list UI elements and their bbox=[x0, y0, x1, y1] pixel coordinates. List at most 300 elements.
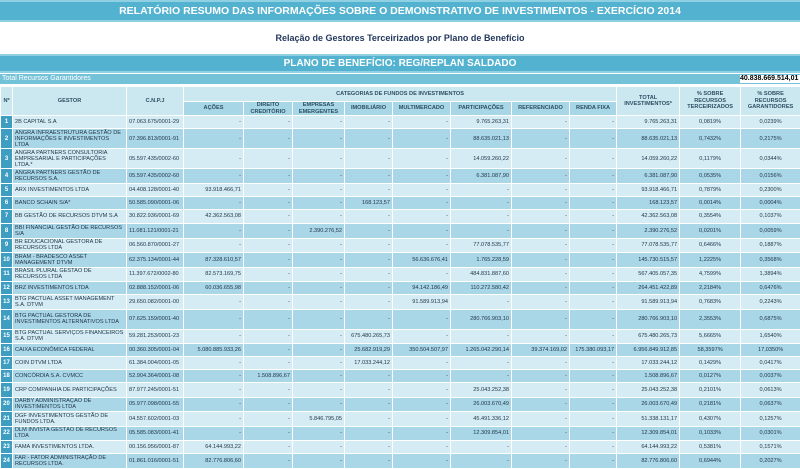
category-value: - bbox=[244, 357, 293, 370]
category-value: - bbox=[512, 116, 570, 129]
table-row bbox=[1, 116, 800, 129]
category-value: 42.362.563,08 bbox=[184, 209, 244, 224]
category-value: - bbox=[293, 209, 345, 224]
category-value: - bbox=[184, 397, 244, 412]
category-value: - bbox=[393, 357, 451, 370]
row-number: 12 bbox=[1, 282, 13, 295]
category-value: - bbox=[244, 224, 293, 239]
category-value: - bbox=[244, 412, 293, 427]
category-value: - bbox=[345, 129, 393, 149]
row-number: 7 bbox=[1, 209, 13, 224]
pct-terceirizados: 0,7683% bbox=[680, 295, 741, 310]
pct-garantidores: 0,1887% bbox=[741, 238, 800, 253]
total-investments: 25.043.252,38 bbox=[617, 383, 680, 398]
category-value: - bbox=[293, 149, 345, 169]
category-value: 1.265.042.290,14 bbox=[451, 344, 512, 357]
pct-garantidores: 0,0637% bbox=[741, 397, 800, 412]
pct-garantidores: 0,0059% bbox=[741, 224, 800, 239]
category-value: - bbox=[244, 397, 293, 412]
category-value: - bbox=[345, 454, 393, 469]
category-value: 5.846.795,05 bbox=[293, 412, 345, 427]
cnpj: 59.281.253/0001-23 bbox=[127, 329, 184, 344]
category-value: - bbox=[184, 224, 244, 239]
category-value: 39.374.169,02 bbox=[512, 344, 570, 357]
category-value: - bbox=[345, 267, 393, 282]
cnpj: 11.397.672/0002-80 bbox=[127, 267, 184, 282]
gestor-name: CAIXA ECONÔMICA FEDERAL bbox=[13, 344, 127, 357]
category-value: - bbox=[244, 282, 293, 295]
gestor-name: DLM INVISTA GESTÃO DE RECURSOS LTDA bbox=[13, 426, 127, 441]
category-value: - bbox=[570, 209, 617, 224]
gestor-name: ANGRA INFRAESTRUTURA GESTÃO DE INFORMAÇÕES E INVESTIMENTOS LTDA bbox=[13, 129, 127, 149]
row-number: 16 bbox=[1, 344, 13, 357]
pct-terceirizados: 2,3553% bbox=[680, 309, 741, 329]
cnpj: 05.597.435/0002-60 bbox=[127, 149, 184, 169]
header-category: MULTIMERCADO bbox=[393, 102, 451, 116]
pct-garantidores: 0,1257% bbox=[741, 412, 800, 427]
category-value: - bbox=[393, 397, 451, 412]
category-value: 25.043.252,38 bbox=[451, 383, 512, 398]
table-row bbox=[1, 282, 800, 295]
category-value: - bbox=[570, 329, 617, 344]
pct-terceirizados: 0,6944% bbox=[680, 454, 741, 469]
pct-terceirizados: 0,2181% bbox=[680, 397, 741, 412]
row-number: 21 bbox=[1, 412, 13, 427]
category-value: - bbox=[244, 169, 293, 184]
pct-terceirizados: 58,3597% bbox=[680, 344, 741, 357]
header-category: RENDA FIXA bbox=[570, 102, 617, 116]
total-investments: 26.003.670,49 bbox=[617, 397, 680, 412]
cnpj: 05.977.098/0001-55 bbox=[127, 397, 184, 412]
total-investments: 2.390.276,52 bbox=[617, 224, 680, 239]
category-value: 675.480.265,73 bbox=[345, 329, 393, 344]
row-number: 10 bbox=[1, 253, 13, 268]
category-value: - bbox=[345, 282, 393, 295]
category-value: - bbox=[570, 412, 617, 427]
category-value: - bbox=[451, 224, 512, 239]
cnpj: 04.557.602/0001-03 bbox=[127, 412, 184, 427]
category-value: 110.272.580,42 bbox=[451, 282, 512, 295]
header-category: PARTICIPAÇÕES bbox=[451, 102, 512, 116]
category-value: - bbox=[184, 383, 244, 398]
gestor-name: 2B CAPITAL S.A bbox=[13, 116, 127, 129]
gestor-name: COIN DTVM LTDA bbox=[13, 357, 127, 370]
category-value: 93.918.466,71 bbox=[184, 183, 244, 196]
pct-garantidores: 0,1037% bbox=[741, 209, 800, 224]
table-row bbox=[1, 183, 800, 196]
row-number: 14 bbox=[1, 309, 13, 329]
table-row bbox=[1, 397, 800, 412]
cnpj: 05.585.083/0001-41 bbox=[127, 426, 184, 441]
pct-terceirizados: 0,0014% bbox=[680, 196, 741, 209]
category-value: 60.036.655,98 bbox=[184, 282, 244, 295]
header-category: DIREITO CREDITÓRIO bbox=[244, 102, 293, 116]
report-subtitle: Relação de Gestores Terceirizados por Plano de Benefício bbox=[0, 22, 800, 52]
category-value: - bbox=[293, 169, 345, 184]
cnpj: 00.156.956/0001-87 bbox=[127, 441, 184, 454]
category-value: - bbox=[393, 169, 451, 184]
category-value: - bbox=[184, 295, 244, 310]
category-value: - bbox=[293, 282, 345, 295]
category-value: - bbox=[184, 357, 244, 370]
category-value: - bbox=[451, 329, 512, 344]
total-investments: 9.765.263,31 bbox=[617, 116, 680, 129]
category-value: - bbox=[570, 282, 617, 295]
category-value: - bbox=[393, 441, 451, 454]
total-investments: 93.918.466,71 bbox=[617, 183, 680, 196]
row-number: 2 bbox=[1, 129, 13, 149]
pct-garantidores: 0,0004% bbox=[741, 196, 800, 209]
category-value: - bbox=[570, 238, 617, 253]
pct-terceirizados: 2,2184% bbox=[680, 282, 741, 295]
pct-garantidores: 0,6476% bbox=[741, 282, 800, 295]
gestor-name: BTG PACTUAL SERVIÇOS FINANCEIROS S.A. DTVM bbox=[13, 329, 127, 344]
cnpj: 50.585.090/0001-06 bbox=[127, 196, 184, 209]
category-value: - bbox=[570, 397, 617, 412]
category-value: - bbox=[293, 441, 345, 454]
category-value: - bbox=[293, 238, 345, 253]
cnpj: 61.384.004/0001-05 bbox=[127, 357, 184, 370]
pct-garantidores: 0,0417% bbox=[741, 357, 800, 370]
category-value: - bbox=[570, 129, 617, 149]
category-value: - bbox=[570, 224, 617, 239]
category-value: - bbox=[293, 196, 345, 209]
category-value: - bbox=[451, 209, 512, 224]
category-value: - bbox=[512, 183, 570, 196]
gestor-name: ANGRA PARTNERS CONSULTORIA EMPRESARIAL E PARTICIPAÇÕES LTDA.* bbox=[13, 149, 127, 169]
category-value: 94.142.186,49 bbox=[393, 282, 451, 295]
category-value: - bbox=[393, 209, 451, 224]
row-number: 3 bbox=[1, 149, 13, 169]
category-value: - bbox=[393, 196, 451, 209]
gestor-name: BRAM - BRADESCO ASSET MANAGEMENT DTVM bbox=[13, 253, 127, 268]
gestor-name: CONCÓRDIA S.A. CVMCC bbox=[13, 370, 127, 383]
category-value: - bbox=[451, 357, 512, 370]
pct-terceirizados: 0,6466% bbox=[680, 238, 741, 253]
category-value: - bbox=[512, 196, 570, 209]
category-value: - bbox=[184, 370, 244, 383]
category-value: - bbox=[184, 426, 244, 441]
category-value: - bbox=[244, 344, 293, 357]
total-investments: 82.776.806,60 bbox=[617, 454, 680, 469]
total-investments: 51.338.131,17 bbox=[617, 412, 680, 427]
category-value: - bbox=[293, 267, 345, 282]
table-row bbox=[1, 129, 800, 149]
category-value: 350.504.507,97 bbox=[393, 344, 451, 357]
gestor-name: DARBY ADMINISTRAÇÃO DE INVESTIMENTOS LTDA bbox=[13, 397, 127, 412]
row-number: 1 bbox=[1, 116, 13, 129]
category-value: - bbox=[345, 426, 393, 441]
category-value: - bbox=[393, 267, 451, 282]
header-category: REFERENCIADO bbox=[512, 102, 570, 116]
total-investments: 6.956.849.912,85 bbox=[617, 344, 680, 357]
gestor-name: BBI FINANCIAL GESTÃO DE RECURSOS S/A bbox=[13, 224, 127, 239]
cnpj: 01.861.016/0001-51 bbox=[127, 454, 184, 469]
pct-terceirizados: 0,0201% bbox=[680, 224, 741, 239]
pct-terceirizados: 0,1429% bbox=[680, 357, 741, 370]
category-value: - bbox=[512, 224, 570, 239]
cnpj: 05.597.435/0002-60 bbox=[127, 169, 184, 184]
category-value: - bbox=[570, 267, 617, 282]
category-value: - bbox=[345, 169, 393, 184]
header-categories: CATEGORIAS DE FUNDOS DE INVESTIMENTOS bbox=[184, 87, 617, 102]
total-resources-row bbox=[0, 74, 800, 84]
header-category: IMOBILIÁRIO bbox=[345, 102, 393, 116]
cnpj: 04.408.128/0001-40 bbox=[127, 183, 184, 196]
category-value: - bbox=[570, 149, 617, 169]
table-row bbox=[1, 309, 800, 329]
category-value: - bbox=[512, 397, 570, 412]
cnpj: 11.081.121/0001-21 bbox=[127, 224, 184, 239]
category-value: 6.381.087,90 bbox=[451, 169, 512, 184]
category-value: - bbox=[345, 209, 393, 224]
pct-garantidores: 0,1571% bbox=[741, 441, 800, 454]
gestor-name: FAMA INVESTIMENTOS LTDA. bbox=[13, 441, 127, 454]
category-value: 82.776.806,60 bbox=[184, 454, 244, 469]
category-value: - bbox=[345, 309, 393, 329]
category-value: - bbox=[184, 329, 244, 344]
category-value: - bbox=[393, 309, 451, 329]
category-value: - bbox=[570, 183, 617, 196]
gestor-name: BB GESTÃO DE RECURSOS DTVM S.A bbox=[13, 209, 127, 224]
gestor-name: DGF INVESTIMENTOS GESTÃO DE FUNDOS LTDA. bbox=[13, 412, 127, 427]
total-investments: 77.078.535,77 bbox=[617, 238, 680, 253]
category-value: 45.491.336,12 bbox=[451, 412, 512, 427]
category-value: - bbox=[345, 116, 393, 129]
category-value: - bbox=[570, 253, 617, 268]
category-value: - bbox=[570, 426, 617, 441]
pct-terceirizados: 0,7432% bbox=[680, 129, 741, 149]
category-value: 17.033.244,12 bbox=[345, 357, 393, 370]
cnpj: 52.904.364/0001-08 bbox=[127, 370, 184, 383]
category-value: - bbox=[293, 253, 345, 268]
gestor-name: ARX INVESTIMENTOS LTDA bbox=[13, 183, 127, 196]
category-value: - bbox=[393, 383, 451, 398]
category-value: - bbox=[244, 309, 293, 329]
category-value: - bbox=[244, 267, 293, 282]
category-value: - bbox=[345, 149, 393, 169]
row-number: 15 bbox=[1, 329, 13, 344]
category-value: - bbox=[244, 426, 293, 441]
total-investments: 145.730.515,57 bbox=[617, 253, 680, 268]
pct-garantidores: 17,0350% bbox=[741, 344, 800, 357]
header-category: AÇÕES bbox=[184, 102, 244, 116]
pct-garantidores: 0,0037% bbox=[741, 370, 800, 383]
pct-garantidores: 0,2300% bbox=[741, 183, 800, 196]
pct-garantidores: 0,2175% bbox=[741, 129, 800, 149]
category-value: - bbox=[293, 309, 345, 329]
category-value: 91.589.913,94 bbox=[393, 295, 451, 310]
header-pct-terceirizados: % SOBRE RECURSOS TERCEIRIZADOS bbox=[680, 87, 741, 116]
category-value: - bbox=[244, 209, 293, 224]
category-value: - bbox=[345, 295, 393, 310]
category-value: - bbox=[244, 116, 293, 129]
category-value: 2.390.276,52 bbox=[293, 224, 345, 239]
category-value: - bbox=[244, 383, 293, 398]
table-row bbox=[1, 412, 800, 427]
pct-terceirizados: 0,1033% bbox=[680, 426, 741, 441]
table-row bbox=[1, 253, 800, 268]
cnpj: 00.360.305/0001-04 bbox=[127, 344, 184, 357]
cnpj: 62.375.134/0001-44 bbox=[127, 253, 184, 268]
category-value: - bbox=[512, 129, 570, 149]
gestor-name: BRASIL PLURAL GESTAO DE RECURSOS LTDA bbox=[13, 267, 127, 282]
pct-terceirizados: 5,6665% bbox=[680, 329, 741, 344]
category-value: - bbox=[512, 309, 570, 329]
category-value: 175.380.093,17 bbox=[570, 344, 617, 357]
gestor-name: BTG PACTUAL ASSET MANAGEMENT S.A. DTVM bbox=[13, 295, 127, 310]
gestor-name: BTG PACTUAL GESTORA DE INVESTIMENTOS ALTERNATIVOS LTDA bbox=[13, 309, 127, 329]
table-row bbox=[1, 383, 800, 398]
category-value: - bbox=[570, 357, 617, 370]
category-value: - bbox=[293, 426, 345, 441]
category-value: - bbox=[293, 454, 345, 469]
pct-terceirizados: 0,0819% bbox=[680, 116, 741, 129]
category-value: - bbox=[345, 412, 393, 427]
category-value: - bbox=[451, 370, 512, 383]
category-value: - bbox=[293, 344, 345, 357]
category-value: - bbox=[184, 129, 244, 149]
row-number: 18 bbox=[1, 370, 13, 383]
category-value: - bbox=[184, 169, 244, 184]
cnpj: 29.650.082/0001-00 bbox=[127, 295, 184, 310]
category-value: - bbox=[570, 383, 617, 398]
category-value: - bbox=[345, 238, 393, 253]
category-value: - bbox=[184, 149, 244, 169]
row-number: 17 bbox=[1, 357, 13, 370]
pct-garantidores: 0,6875% bbox=[741, 309, 800, 329]
total-resources-value: 40.838.669.514,01 bbox=[740, 75, 800, 83]
total-investments: 6.381.087,90 bbox=[617, 169, 680, 184]
pct-garantidores: 0,0344% bbox=[741, 149, 800, 169]
pct-terceirizados: 0,4307% bbox=[680, 412, 741, 427]
table-row bbox=[1, 224, 800, 239]
category-value: - bbox=[512, 267, 570, 282]
category-value: - bbox=[345, 441, 393, 454]
total-investments: 1.508.896,67 bbox=[617, 370, 680, 383]
category-value: - bbox=[293, 329, 345, 344]
category-value: - bbox=[393, 238, 451, 253]
pct-terceirizados: 0,3554% bbox=[680, 209, 741, 224]
category-value: - bbox=[184, 116, 244, 129]
category-value: - bbox=[345, 224, 393, 239]
category-value: - bbox=[451, 441, 512, 454]
category-value: - bbox=[293, 295, 345, 310]
category-value: - bbox=[293, 129, 345, 149]
total-investments: 675.480.265,73 bbox=[617, 329, 680, 344]
category-value: - bbox=[570, 295, 617, 310]
cnpj: 07.396.813/0001-91 bbox=[127, 129, 184, 149]
gestor-name: FAR - FATOR ADMINISTRAÇÃO DE RECURSOS LTDA. bbox=[13, 454, 127, 469]
category-value: 88.635.021,13 bbox=[451, 129, 512, 149]
category-value: - bbox=[512, 282, 570, 295]
row-number: 9 bbox=[1, 238, 13, 253]
category-value: 64.144.993,22 bbox=[184, 441, 244, 454]
total-resources-label: Total Recursos Garantidores bbox=[0, 74, 740, 84]
category-value: - bbox=[345, 253, 393, 268]
cnpj: 02.888.152/0001-06 bbox=[127, 282, 184, 295]
table-row bbox=[1, 267, 800, 282]
total-investments: 280.766.903,10 bbox=[617, 309, 680, 329]
pct-terceirizados: 0,5381% bbox=[680, 441, 741, 454]
row-number: 13 bbox=[1, 295, 13, 310]
table-row bbox=[1, 426, 800, 441]
table-row bbox=[1, 169, 800, 184]
category-value: - bbox=[451, 454, 512, 469]
table-row bbox=[1, 238, 800, 253]
category-value: - bbox=[244, 149, 293, 169]
category-value: - bbox=[393, 149, 451, 169]
header-number: Nº bbox=[1, 87, 13, 116]
category-value: - bbox=[512, 238, 570, 253]
pct-garantidores: 1,3894% bbox=[741, 267, 800, 282]
category-value: - bbox=[345, 370, 393, 383]
category-value: - bbox=[244, 441, 293, 454]
report-title: RELATÓRIO RESUMO DAS INFORMAÇÕES SOBRE O DEMONSTRATIVO DE INVESTIMENTOS - EXERCÍCIO 2014 bbox=[0, 0, 800, 22]
category-value: - bbox=[393, 224, 451, 239]
category-value: 82.573.169,75 bbox=[184, 267, 244, 282]
header-gestor: GESTOR bbox=[13, 87, 127, 116]
pct-garantidores: 0,0156% bbox=[741, 169, 800, 184]
category-value: 12.309.854,01 bbox=[451, 426, 512, 441]
category-value: - bbox=[293, 116, 345, 129]
total-investments: 12.309.854,01 bbox=[617, 426, 680, 441]
category-value: - bbox=[345, 383, 393, 398]
table-row bbox=[1, 370, 800, 383]
category-value: 280.766.903,10 bbox=[451, 309, 512, 329]
pct-terceirizados: 0,7879% bbox=[680, 183, 741, 196]
total-investments: 264.451.422,89 bbox=[617, 282, 680, 295]
category-value: - bbox=[512, 412, 570, 427]
pct-garantidores: 0,0613% bbox=[741, 383, 800, 398]
category-value: - bbox=[244, 196, 293, 209]
table-row bbox=[1, 209, 800, 224]
row-number: 19 bbox=[1, 383, 13, 398]
category-value: - bbox=[393, 329, 451, 344]
header-total: TOTAL INVESTIMENTOS* bbox=[617, 87, 680, 116]
category-value: - bbox=[244, 129, 293, 149]
gestor-name: ANGRA PARTNERS GESTÃO DE RECURSOS S.A. bbox=[13, 169, 127, 184]
category-value: - bbox=[244, 329, 293, 344]
category-value: - bbox=[293, 370, 345, 383]
category-value: - bbox=[293, 183, 345, 196]
category-value: 56.636.676,41 bbox=[393, 253, 451, 268]
table-row bbox=[1, 357, 800, 370]
category-value: - bbox=[570, 370, 617, 383]
category-value: - bbox=[244, 238, 293, 253]
category-value: - bbox=[345, 397, 393, 412]
category-value: - bbox=[512, 383, 570, 398]
pct-garantidores: 0,2243% bbox=[741, 295, 800, 310]
total-investments: 14.059.260,22 bbox=[617, 149, 680, 169]
category-value: 25.682.919,29 bbox=[345, 344, 393, 357]
pct-garantidores: 0,3568% bbox=[741, 253, 800, 268]
category-value: - bbox=[512, 149, 570, 169]
category-value: - bbox=[345, 183, 393, 196]
category-value: - bbox=[393, 412, 451, 427]
header-cnpj: C.N.P.J bbox=[127, 87, 184, 116]
pct-terceirizados: 4,7599% bbox=[680, 267, 741, 282]
category-value: - bbox=[184, 196, 244, 209]
row-number: 6 bbox=[1, 196, 13, 209]
category-value: - bbox=[393, 370, 451, 383]
cnpj: 07.063.675/0001-29 bbox=[127, 116, 184, 129]
category-value: 484.831.887,60 bbox=[451, 267, 512, 282]
category-value: - bbox=[570, 454, 617, 469]
gestor-name: BRZ INVESTIMENTOS LTDA bbox=[13, 282, 127, 295]
row-number: 11 bbox=[1, 267, 13, 282]
category-value: - bbox=[512, 253, 570, 268]
